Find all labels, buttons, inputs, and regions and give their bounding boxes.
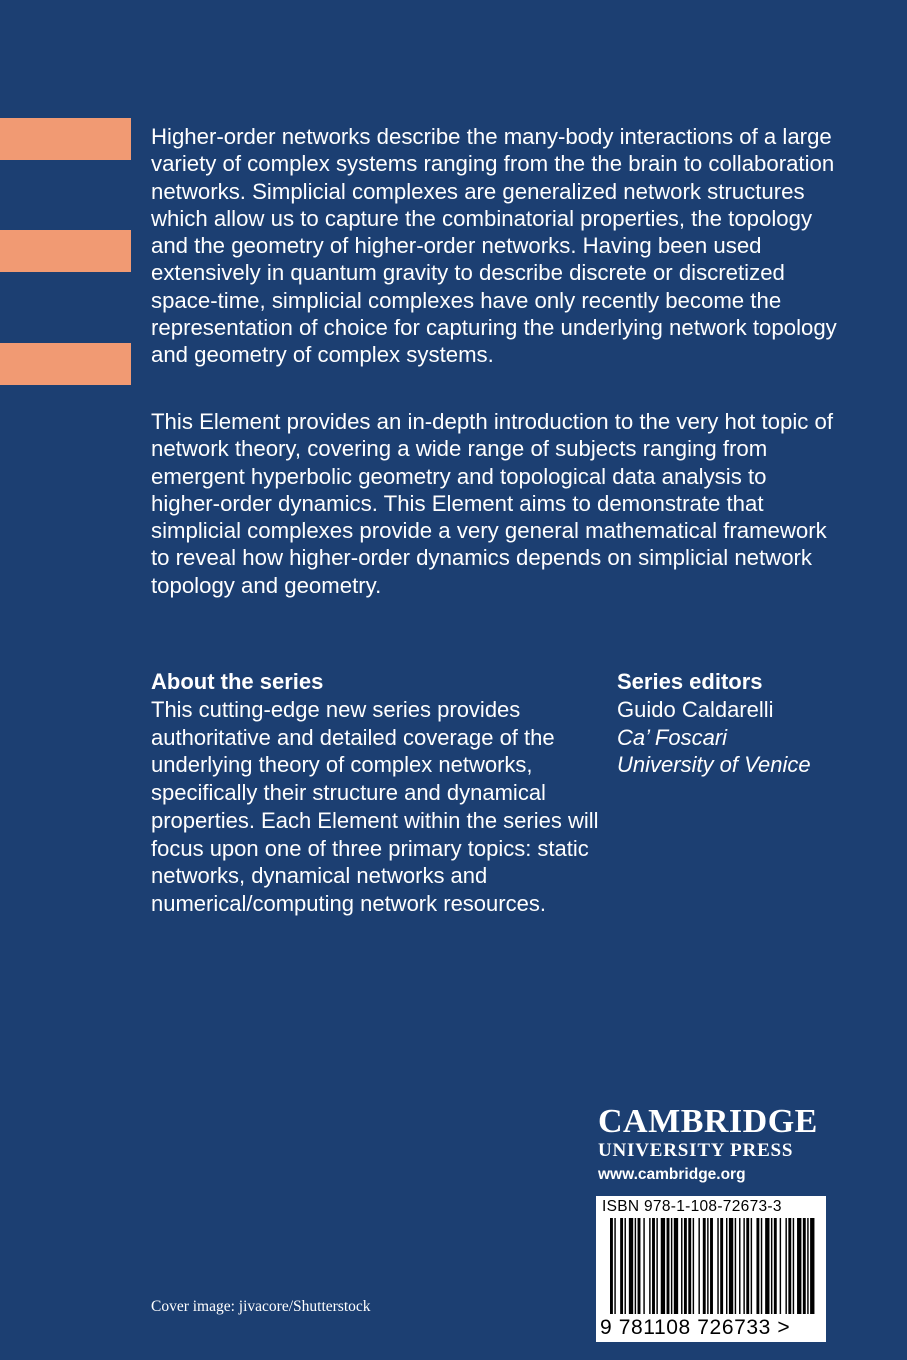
barcode-bar bbox=[793, 1218, 794, 1314]
series-editor-affiliation: Ca’ Foscari University of Venice bbox=[617, 724, 811, 778]
barcode-bar bbox=[693, 1218, 694, 1314]
barcode-bar bbox=[698, 1218, 699, 1314]
barcode-bar bbox=[774, 1218, 777, 1314]
barcode-bar bbox=[735, 1218, 736, 1314]
barcode-digits: 9 781108 726733 > bbox=[600, 1316, 791, 1339]
about-series-text: This cutting-edge new series provides authoritative and detailed coverage of the underlying theory of complex networks, specifically their structure and dynamical properties. Each Element within the series will focus upon one of three primary topics: static networks, dynamical networks and numerical/computing network resources. bbox=[151, 697, 599, 916]
isbn-barcode bbox=[596, 1196, 826, 1342]
barcode-bar bbox=[625, 1218, 626, 1314]
barcode-bar bbox=[661, 1218, 665, 1314]
barcode-bar bbox=[765, 1218, 769, 1314]
series-editors-heading: Series editors bbox=[617, 669, 763, 694]
barcode-bar bbox=[797, 1218, 801, 1314]
barcode-bar bbox=[726, 1218, 727, 1314]
accent-bar-top bbox=[0, 118, 131, 160]
barcode-bar bbox=[703, 1218, 706, 1314]
barcode-bar bbox=[681, 1218, 682, 1314]
barcode-bar bbox=[771, 1218, 772, 1314]
blurb-paragraph-1-text: Higher-order networks describe the many-body interactions of a large variety of complex systems ranging from the the brain to collaboration networks. Simplicial complexes are generalized network structures which allow us to capture the combinatorial properties, the topology and the geometry of higher-order networks. Having been used extensively in quantum gravity to describe discrete or discretized space-time, simplicial complexes have only recently become the representation of choice for capturing the underlying network topology and geometry of complex systems. bbox=[151, 124, 837, 368]
series-editor-name: Guido Caldarelli bbox=[617, 697, 774, 722]
barcode-bar bbox=[656, 1218, 657, 1314]
barcode-bar bbox=[803, 1218, 806, 1314]
barcode-bar bbox=[756, 1218, 759, 1314]
barcode-bar bbox=[761, 1218, 762, 1314]
barcode-bar bbox=[667, 1218, 670, 1314]
accent-bar-middle bbox=[0, 230, 131, 272]
isbn-label: ISBN 978-1-108-72673-3 bbox=[602, 1198, 782, 1215]
blurb-paragraph-2-text: This Element provides an in-depth introduction to the very hot topic of network theory, covering a wide range of subjects ranging from emergent hyperbolic geometry and topological data analysis to higher-order dynamics. This Element aims to demonstrate that simplicial complexes provide a very general mathematical framework to reveal how higher-order dynamics depends on simplicial network topology and geometry. bbox=[151, 409, 834, 598]
barcode-bar bbox=[643, 1218, 644, 1314]
barcode-bar bbox=[717, 1218, 718, 1314]
barcode-bar bbox=[688, 1218, 691, 1314]
barcode-bar bbox=[629, 1218, 633, 1314]
publisher-name: CAMBRIDGE bbox=[598, 1103, 818, 1140]
barcode-bar bbox=[746, 1218, 749, 1314]
series-editors-section bbox=[617, 668, 817, 779]
publisher-subtitle: UNIVERSITY PRESS bbox=[598, 1140, 794, 1161]
barcode-bar bbox=[635, 1218, 636, 1314]
barcode-bar bbox=[729, 1218, 733, 1314]
barcode-bar bbox=[807, 1218, 808, 1314]
barcode-bar bbox=[649, 1218, 650, 1314]
about-series-section bbox=[151, 668, 611, 918]
barcode-bar bbox=[652, 1218, 655, 1314]
barcode-bar bbox=[620, 1218, 623, 1314]
blurb-paragraph-1 bbox=[151, 123, 841, 369]
barcode-bar bbox=[614, 1218, 615, 1314]
barcode-bars bbox=[596, 1216, 826, 1314]
blurb-paragraph-2 bbox=[151, 408, 841, 599]
barcode-bar bbox=[788, 1218, 791, 1314]
barcode-bar bbox=[710, 1218, 713, 1314]
publisher-url: www.cambridge.org bbox=[598, 1166, 746, 1183]
barcode-bar bbox=[720, 1218, 723, 1314]
barcode-bar bbox=[671, 1218, 672, 1314]
cover-image-credit: Cover image: jivacore/Shutterstock bbox=[151, 1298, 371, 1315]
barcode-bar bbox=[707, 1218, 708, 1314]
barcode-bar bbox=[674, 1218, 678, 1314]
publisher-logo bbox=[598, 1104, 828, 1186]
barcode-bar bbox=[610, 1218, 613, 1314]
accent-bar-bottom bbox=[0, 343, 131, 385]
barcode-bar bbox=[810, 1218, 814, 1314]
barcode-bar bbox=[751, 1218, 752, 1314]
barcode-bar bbox=[785, 1218, 786, 1314]
barcode-bar bbox=[638, 1218, 641, 1314]
barcode-bar bbox=[739, 1218, 740, 1314]
about-series-heading: About the series bbox=[151, 669, 324, 694]
barcode-bar bbox=[743, 1218, 744, 1314]
barcode-bar bbox=[684, 1218, 687, 1314]
barcode-bar bbox=[780, 1218, 781, 1314]
